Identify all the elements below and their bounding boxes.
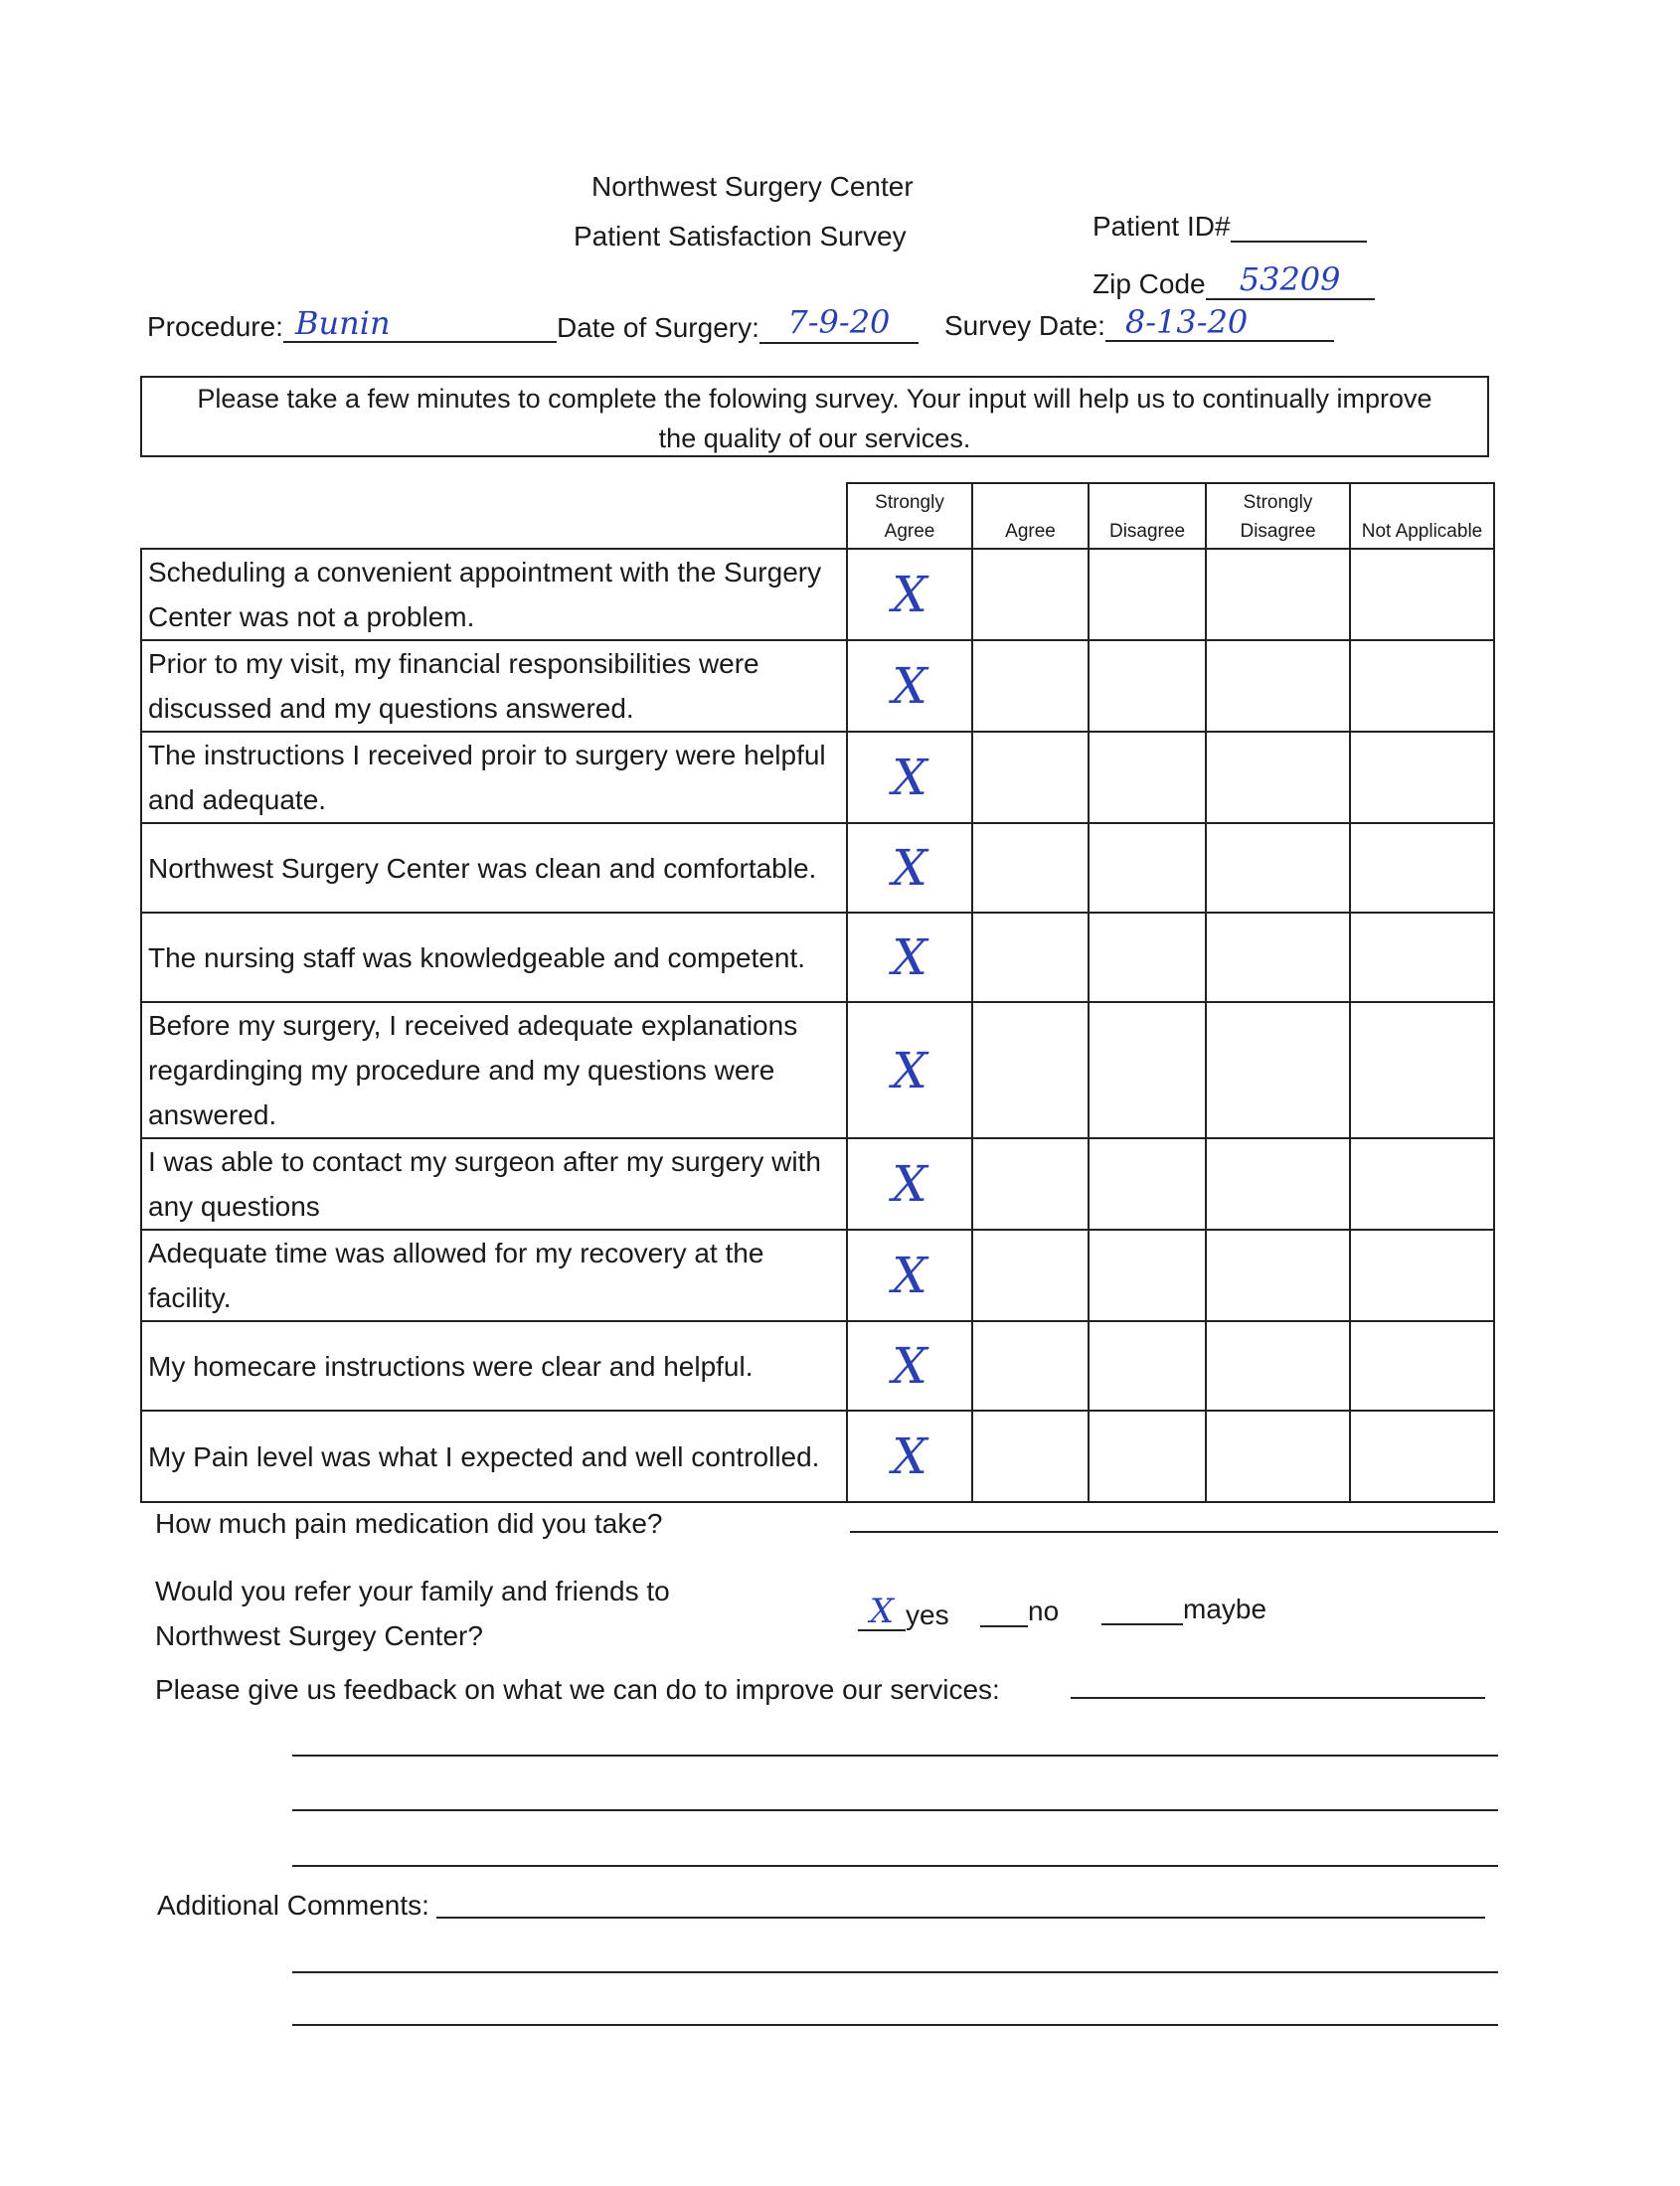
check-mark: X bbox=[892, 1428, 927, 1485]
not-applicable-cell[interactable] bbox=[1350, 1321, 1494, 1411]
header-blank-cell bbox=[141, 483, 847, 549]
refer-yes-mark[interactable]: X bbox=[858, 1596, 906, 1631]
disagree-cell[interactable] bbox=[1089, 913, 1206, 1002]
comments-line-0[interactable] bbox=[436, 1917, 1485, 1919]
disagree-cell[interactable] bbox=[1089, 640, 1206, 732]
strongly-agree-cell[interactable] bbox=[847, 1138, 972, 1230]
surgery-date-field[interactable] bbox=[557, 304, 919, 344]
agree-cell[interactable] bbox=[972, 732, 1089, 823]
table-row bbox=[141, 640, 1494, 732]
check-mark: X bbox=[892, 657, 927, 715]
refer-maybe-option[interactable] bbox=[1101, 1594, 1266, 1625]
check-mark: X bbox=[892, 1337, 927, 1395]
refer-no-option[interactable] bbox=[980, 1596, 1059, 1627]
pain-med-answer-line[interactable] bbox=[850, 1531, 1498, 1533]
comments-line-1[interactable] bbox=[292, 1971, 1498, 1973]
refer-no-blank[interactable] bbox=[980, 1596, 1028, 1627]
agree-cell[interactable] bbox=[972, 913, 1089, 1002]
org-name: Northwest Surgery Center bbox=[591, 171, 914, 202]
table-row bbox=[141, 732, 1494, 823]
survey-date-label: Survey Date: bbox=[944, 310, 1105, 341]
agree-cell[interactable] bbox=[972, 1002, 1089, 1138]
not-applicable-cell[interactable] bbox=[1350, 732, 1494, 823]
refer-yes-label: yes bbox=[906, 1599, 949, 1630]
refer-maybe-label: maybe bbox=[1183, 1594, 1267, 1624]
table-header-row bbox=[141, 483, 1494, 549]
intro-line-2: the quality of our services. bbox=[658, 423, 971, 453]
strongly-agree-cell[interactable] bbox=[847, 1321, 972, 1411]
feedback-line-3[interactable] bbox=[292, 1865, 1498, 1867]
refer-no-label: no bbox=[1028, 1596, 1060, 1626]
strongly-disagree-cell[interactable] bbox=[1206, 640, 1350, 732]
check-mark: X bbox=[892, 566, 927, 623]
table-row bbox=[141, 1230, 1494, 1321]
strongly-disagree-cell[interactable] bbox=[1206, 823, 1350, 913]
not-applicable-cell[interactable] bbox=[1350, 549, 1494, 640]
question-text: Scheduling a convenient appointment with the Surgery Center was not a problem. bbox=[141, 549, 847, 640]
question-text: The instructions I received proir to surgery were helpful and adequate. bbox=[141, 732, 847, 823]
question-text: Northwest Surgery Center was clean and comfortable. bbox=[141, 823, 847, 913]
refer-maybe-blank[interactable] bbox=[1101, 1594, 1183, 1625]
strongly-agree-cell[interactable] bbox=[847, 640, 972, 732]
strongly-disagree-cell[interactable] bbox=[1206, 1411, 1350, 1502]
strongly-disagree-cell[interactable] bbox=[1206, 732, 1350, 823]
disagree-cell[interactable] bbox=[1089, 1138, 1206, 1230]
strongly-agree-cell[interactable] bbox=[847, 1230, 972, 1321]
strongly-agree-cell[interactable] bbox=[847, 549, 972, 640]
disagree-cell[interactable] bbox=[1089, 732, 1206, 823]
table-row bbox=[141, 1321, 1494, 1411]
not-applicable-cell[interactable] bbox=[1350, 640, 1494, 732]
comments-label: Additional Comments: bbox=[157, 1890, 429, 1921]
zip-code-field[interactable] bbox=[1092, 262, 1375, 300]
question-text: My homecare instructions were clear and helpful. bbox=[141, 1321, 847, 1411]
disagree-cell[interactable] bbox=[1089, 1002, 1206, 1138]
procedure-field[interactable] bbox=[147, 305, 557, 343]
question-text: Adequate time was allowed for my recovery at the facility. bbox=[141, 1230, 847, 1321]
patient-id-field[interactable] bbox=[1092, 211, 1367, 243]
agree-cell[interactable] bbox=[972, 1230, 1089, 1321]
question-text: Before my surgery, I received adequate explanations regardinging my procedure and my questions were answered. bbox=[141, 1002, 847, 1138]
strongly-disagree-cell[interactable] bbox=[1206, 549, 1350, 640]
disagree-cell[interactable] bbox=[1089, 549, 1206, 640]
table-row bbox=[141, 1138, 1494, 1230]
table-row bbox=[141, 823, 1494, 913]
feedback-line-1[interactable] bbox=[292, 1755, 1498, 1757]
strongly-agree-cell[interactable] bbox=[847, 823, 972, 913]
disagree-cell[interactable] bbox=[1089, 823, 1206, 913]
col-agree: Agree bbox=[972, 483, 1089, 549]
question-text: I was able to contact my surgeon after my surgery with any questions bbox=[141, 1138, 847, 1230]
check-mark: X bbox=[892, 928, 927, 986]
pain-med-question: How much pain medication did you take? bbox=[155, 1508, 663, 1539]
strongly-disagree-cell[interactable] bbox=[1206, 1321, 1350, 1411]
agree-cell[interactable] bbox=[972, 1411, 1089, 1502]
strongly-agree-cell[interactable] bbox=[847, 1002, 972, 1138]
strongly-disagree-cell[interactable] bbox=[1206, 1002, 1350, 1138]
col-not-applicable: Not Applicable bbox=[1350, 483, 1494, 549]
feedback-line-2[interactable] bbox=[292, 1809, 1498, 1811]
strongly-disagree-cell[interactable] bbox=[1206, 1138, 1350, 1230]
check-mark: X bbox=[892, 1155, 927, 1213]
table-row bbox=[141, 549, 1494, 640]
not-applicable-cell[interactable] bbox=[1350, 1138, 1494, 1230]
not-applicable-cell[interactable] bbox=[1350, 1411, 1494, 1502]
surgery-date-value[interactable]: 7-9-20 bbox=[759, 304, 919, 344]
zip-code-value[interactable]: 53209 bbox=[1206, 262, 1375, 300]
strongly-agree-cell[interactable] bbox=[847, 1411, 972, 1502]
feedback-question: Please give us feedback on what we can do to improve our services: bbox=[155, 1674, 1000, 1705]
not-applicable-cell[interactable] bbox=[1350, 913, 1494, 1002]
table-row bbox=[141, 1002, 1494, 1138]
intro-box bbox=[140, 376, 1489, 457]
check-mark: X bbox=[892, 839, 927, 897]
col-disagree: Disagree bbox=[1089, 483, 1206, 549]
comments-line-2[interactable] bbox=[292, 2024, 1498, 2026]
check-mark: X bbox=[892, 1247, 927, 1304]
not-applicable-cell[interactable] bbox=[1350, 1230, 1494, 1321]
patient-id-label: Patient ID# bbox=[1092, 211, 1231, 242]
survey-title: Patient Satisfaction Survey bbox=[574, 221, 907, 252]
strongly-disagree-cell[interactable] bbox=[1206, 1230, 1350, 1321]
agree-cell[interactable] bbox=[972, 823, 1089, 913]
question-text: Prior to my visit, my financial responsibilities were discussed and my questions answered. bbox=[141, 640, 847, 732]
disagree-cell[interactable] bbox=[1089, 1230, 1206, 1321]
table-row bbox=[141, 1411, 1494, 1502]
procedure-value[interactable]: Bunin bbox=[283, 305, 557, 343]
check-mark: X bbox=[892, 749, 927, 806]
strongly-agree-cell[interactable] bbox=[847, 732, 972, 823]
strongly-disagree-cell[interactable] bbox=[1206, 913, 1350, 1002]
col-strongly-agree: Strongly Agree bbox=[847, 483, 972, 549]
agree-cell[interactable] bbox=[972, 1138, 1089, 1230]
question-text: The nursing staff was knowledgeable and competent. bbox=[141, 913, 847, 1002]
feedback-line-0[interactable] bbox=[1071, 1697, 1485, 1699]
not-applicable-cell[interactable] bbox=[1350, 1002, 1494, 1138]
question-text: My Pain level was what I expected and well controlled. bbox=[141, 1411, 847, 1502]
survey-date-value[interactable]: 8-13-20 bbox=[1105, 304, 1334, 342]
zip-code-label: Zip Code bbox=[1092, 268, 1206, 299]
refer-yes-option[interactable] bbox=[858, 1592, 949, 1631]
patient-id-value[interactable] bbox=[1231, 211, 1367, 243]
refer-question-line-1: Would you refer your family and friends to bbox=[155, 1576, 670, 1606]
procedure-label: Procedure: bbox=[147, 311, 283, 342]
table-row bbox=[141, 913, 1494, 1002]
strongly-agree-cell[interactable] bbox=[847, 913, 972, 1002]
check-mark: X bbox=[892, 1041, 927, 1099]
agree-cell[interactable] bbox=[972, 549, 1089, 640]
disagree-cell[interactable] bbox=[1089, 1411, 1206, 1502]
surgery-date-label: Date of Surgery: bbox=[557, 312, 759, 343]
refer-question-line-2: Northwest Surgey Center? bbox=[155, 1620, 483, 1651]
survey-date-field[interactable] bbox=[944, 304, 1334, 342]
disagree-cell[interactable] bbox=[1089, 1321, 1206, 1411]
not-applicable-cell[interactable] bbox=[1350, 823, 1494, 913]
intro-line-1: Please take a few minutes to complete the folowing survey. Your input will help us to continually improve bbox=[197, 384, 1432, 414]
survey-table bbox=[140, 482, 1495, 1503]
agree-cell[interactable] bbox=[972, 640, 1089, 732]
col-strongly-disagree: Strongly Disagree bbox=[1206, 483, 1350, 549]
agree-cell[interactable] bbox=[972, 1321, 1089, 1411]
